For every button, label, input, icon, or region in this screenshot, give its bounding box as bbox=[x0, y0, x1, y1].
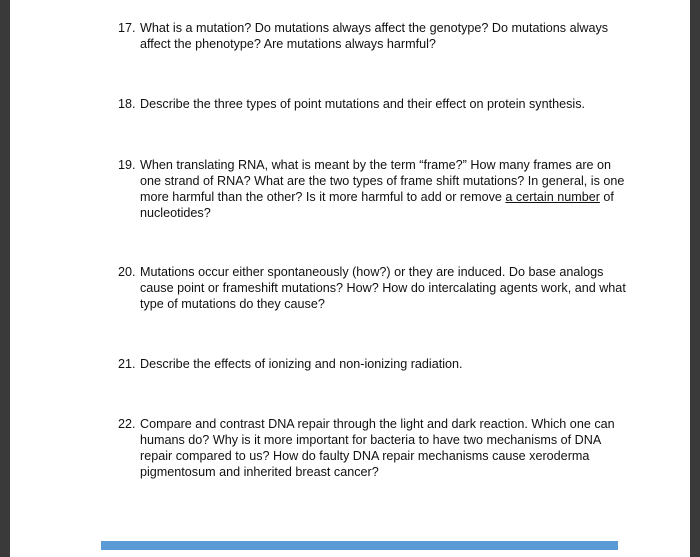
question-17 bbox=[118, 20, 628, 52]
question-number: 18. bbox=[118, 97, 136, 111]
underlined-phrase: a certain number bbox=[505, 190, 600, 204]
question-text bbox=[118, 157, 628, 221]
question-text: Compare and contrast DNA repair through the light and dark reaction. Which one can humans do? Why is it more important for bacteria to have two mechanisms of DNA repair compared to us? How do faulty DNA repair mechanisms cause xeroderma pigmentosum and inherited breast cancer? bbox=[140, 417, 615, 479]
question-18 bbox=[118, 96, 628, 112]
question-number: 22. bbox=[118, 417, 136, 431]
question-text: What is a mutation? Do mutations always affect the genotype? Do mutations always affect the phenotype? Are mutations always harmful? bbox=[140, 21, 609, 51]
question-number: 19. bbox=[118, 158, 136, 172]
question-22 bbox=[118, 416, 628, 480]
left-dark-margin bbox=[0, 0, 10, 557]
question-text-part: When translating RNA, what is meant by the term “frame?” How many frames are on one strand of RNA? What are the two types of frame shift mutations? In general, is one more harmful than the other? Is it more harmful to add or remove bbox=[140, 158, 625, 204]
question-21 bbox=[118, 356, 628, 372]
question-number: 21. bbox=[118, 357, 136, 371]
question-text-part: of nucleotides? bbox=[140, 190, 614, 220]
question-number: 17. bbox=[118, 21, 136, 35]
question-text: Describe the three types of point mutations and their effect on protein synthesis. bbox=[140, 97, 585, 111]
question-text: Mutations occur either spontaneously (how?) or they are induced. Do base analogs cause point or frameshift mutations? How? How do intercalating agents work, and what type of mutations do they cause? bbox=[140, 265, 626, 311]
question-20 bbox=[118, 264, 628, 312]
bottom-blue-rule bbox=[101, 541, 618, 550]
right-dark-margin bbox=[690, 0, 700, 557]
question-text: Describe the effects of ionizing and non-ionizing radiation. bbox=[140, 357, 463, 371]
question-19 bbox=[118, 157, 628, 221]
question-number: 20. bbox=[118, 265, 136, 279]
